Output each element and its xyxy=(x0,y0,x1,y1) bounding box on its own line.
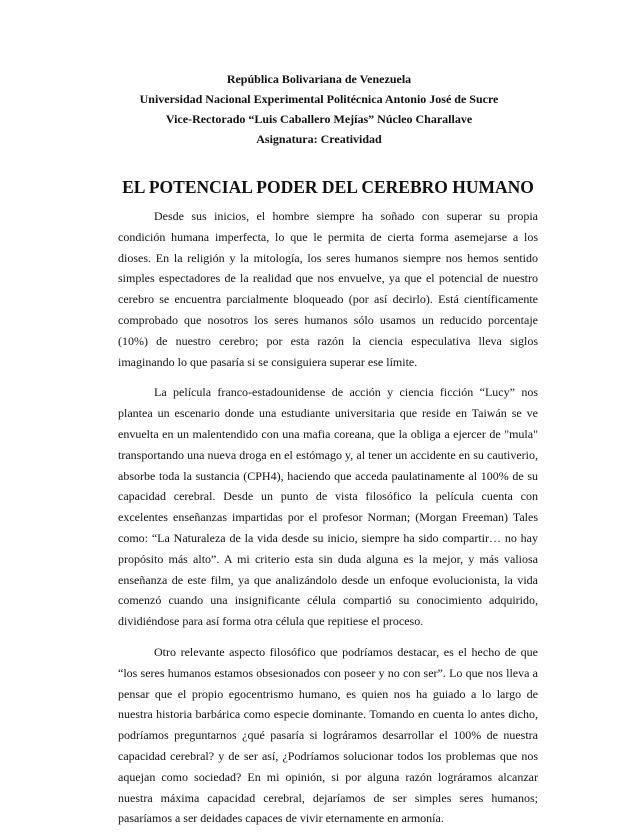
paragraph-3: Otro relevante aspecto filosófico que podríamos destacar, es el hecho de que “los seres humanos estamos obsesionados con poseer y no con ser”. Lo que nos lleva a pensar que el propio egocentrismo humano, es quien nos ha guiado a lo largo de nuestra historia barbárica como especie dominante. Tomando en cuenta lo antes dicho, podríamos preguntarnos ¿qué pasaría si lográramos desarrollar el 100% de nuestra capacidad cerebral? y de ser así, ¿Podríamos solucionar todos los problemas que nos aquejan como sociedad? En mi opinión, si por alguna razón lográramos alcanzar nuestra máxima capacidad cerebral, dejaríamos de ser simples seres humanos; pasaríamos a ser deidades capaces de vivir eternamente en armonía. xyxy=(118,644,538,826)
document-title: EL POTENCIAL PODER DEL CEREBRO HUMANO xyxy=(122,177,534,197)
paragraph-1: Desde sus inicios, el hombre siempre ha soñado con superar su propia condición humana imperfecta, lo que le permita de cierta forma asemejarse a los dioses. En la religión y la mitología, los seres humanos siempre nos hemos sentido simples espectadores de la realidad que nos envuelve, ya que el potencial de nuestro cerebro se encuentra parcialmente bloqueado (por así decirlo). Está científicamente comprobado que nosotros los seres humanos sólo usamos un reducido porcentaje (10%) de nuestro cerebro; por esta razón la ciencia especulativa lleva siglos imaginando lo que pasaría si se consiguiera superar ese límite. xyxy=(118,209,538,369)
document-body xyxy=(118,206,538,839)
paragraph-2: La película franco-estadounidense de acción y ciencia ficción “Lucy” nos plantea un escenario donde una estudiante universitaria que reside en Taiwán se ve envuelta en un malentendido con una mafia coreana, que la obliga a ejercer de "mula" transportando una nueva droga en el estómago y, al tener un accidente en su cautiverio, absorbe toda la sustancia (CPH4), haciendo que acceda paulatinamente al 100% de su capacidad cerebral. Desde un punto de vista filosófico la película cuenta con excelentes enseñanzas impartidas por el profesor Norman; (Morgan Freeman) Tales como: “La Naturaleza de la vida desde su inicio, siempre ha sido compartir… no hay propósito más alto”. A mi criterio esta sin duda alguna es la mejor, y más valiosa enseñanza de este film, ya que analizándolo desde un enfoque evolucionista, la vida comenzó cuando una insignificante célula compartió su conocimiento adquirido, dividiéndose para así forma otra célula que repitiese el proceso. xyxy=(118,385,538,629)
header-university: Universidad Nacional Experimental Politécnica Antonio José de Sucre xyxy=(139,92,499,106)
header-subject: Asignatura: Creatividad xyxy=(256,132,382,146)
header-vice-rectorate: Vice-Rectorado “Luis Caballero Mejías” Núcleo Charallave xyxy=(165,112,473,126)
document-header xyxy=(100,69,538,149)
header-country: República Bolivariana de Venezuela xyxy=(226,72,412,86)
